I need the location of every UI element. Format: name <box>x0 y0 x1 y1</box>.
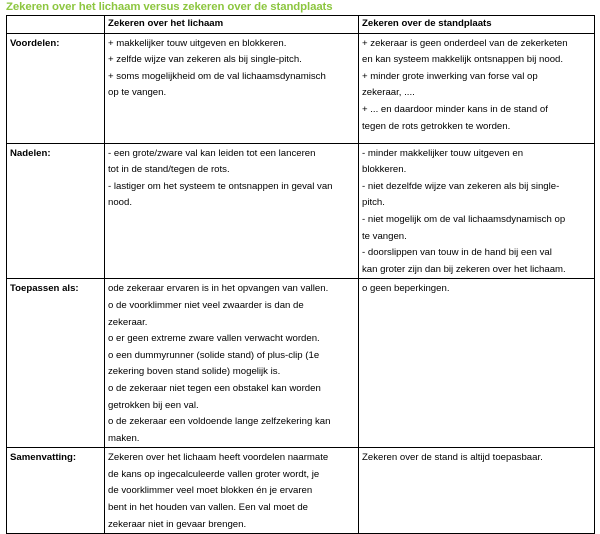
text-line: maken. <box>108 432 140 444</box>
text-line: getrokken bij een val. <box>108 399 199 411</box>
text-line: tegen de rots getrokken te worden. <box>362 120 511 132</box>
text-line: - niet mogelijk om de val lichaamsdynamisch op <box>362 213 566 225</box>
row-samenvatting <box>7 448 595 534</box>
cell-samenvatting-stand <box>359 448 595 534</box>
text-line: op te vangen. <box>108 87 167 99</box>
text-line: tot in de stand/tegen de rots. <box>108 164 230 176</box>
text-line: + makkelijker touw uitgeven en blokkeren. <box>108 37 287 49</box>
text-line: Zekeren over de stand is altijd toepasbaar. <box>362 452 543 464</box>
text-line: - minder makkelijker touw uitgeven en <box>362 147 524 159</box>
cell-voordelen-stand <box>359 33 595 143</box>
cell-nadelen-body <box>105 143 359 279</box>
text-line: o een dummyrunner (solide stand) of plus-clip (1e <box>108 349 320 361</box>
text-line: + minder grote inwerking van forse val op <box>362 70 538 82</box>
text-line: - niet dezelfde wijze van zekeren als bij single- <box>362 180 560 192</box>
text-line: + zekeraar is geen onderdeel van de zekerketen <box>362 37 568 49</box>
cell-samenvatting-body <box>105 448 359 534</box>
cell-nadelen-stand <box>359 143 595 279</box>
row-label-toepassen: Toepassen als: <box>7 279 105 448</box>
cell-voordelen-body <box>105 33 359 143</box>
text-line: o de voorklimmer niet veel zwaarder is dan de <box>108 299 304 311</box>
text-line: + soms mogelijkheid om de val lichaamsdynamisch <box>108 70 326 82</box>
comparison-table <box>6 15 595 534</box>
text-line: zekeraar. <box>108 316 148 328</box>
row-label-samenvatting: Samenvatting: <box>7 448 105 534</box>
header-empty-cell <box>7 16 105 34</box>
text-line: + ... en daardoor minder kans in de stand of <box>362 103 548 115</box>
text-line: + zelfde wijze van zekeren als bij single-pitch. <box>108 54 302 66</box>
text-line: - doorslippen van touw in de hand bij een val <box>362 247 552 259</box>
header-row <box>7 16 595 34</box>
document-title: Zekeren over het lichaam versus zekeren over de standplaats <box>6 1 333 13</box>
text-line: bent in het houden van vallen. Een val moet de <box>108 502 309 514</box>
row-voordelen <box>7 33 595 143</box>
text-line: o de zekeraar een voldoende lange zelfzekering kan <box>108 416 331 428</box>
text-line: en kan systeem makkelijk ontsnappen bij nood. <box>362 54 564 66</box>
text-line: blokkeren. <box>362 164 407 176</box>
text-line: pitch. <box>362 197 385 209</box>
text-line: de voorklimmer veel moet blokken én je ervaren <box>108 485 313 497</box>
text-line: o geen beperkingen. <box>362 283 450 295</box>
row-label-voordelen: Voordelen: <box>7 33 105 143</box>
header-anchor-belay: Zekeren over de standplaats <box>359 16 595 34</box>
text-line: nood. <box>108 197 133 209</box>
cell-toepassen-body <box>105 279 359 448</box>
text-line: de kans op ingecalculeerde vallen groter wordt, je <box>108 468 320 480</box>
text-line: o de zekeraar niet tegen een obstakel kan worden <box>108 382 321 394</box>
text-line: o er geen extreme zware vallen verwacht worden. <box>108 333 320 345</box>
header-body-belay: Zekeren over het lichaam <box>105 16 359 34</box>
text-line: te vangen. <box>362 230 407 242</box>
row-toepassen <box>7 279 595 448</box>
text-line: Zekeren over het lichaam heeft voordelen naarmate <box>108 452 329 464</box>
row-label-nadelen: Nadelen: <box>7 143 105 279</box>
cell-toepassen-stand <box>359 279 595 448</box>
text-line: kan groter zijn dan bij zekeren over het lichaam. <box>362 263 566 275</box>
text-line: zekeraar, .... <box>362 87 415 99</box>
text-line: ode zekeraar ervaren is in het opvangen van vallen. <box>108 283 329 295</box>
row-nadelen <box>7 143 595 279</box>
text-line: - een grote/zware val kan leiden tot een lanceren <box>108 147 316 159</box>
text-line: zekeraar niet in gevaar brengen. <box>108 518 247 530</box>
text-line: - lastiger om het systeem te ontsnappen in geval van <box>108 180 333 192</box>
text-line: zekering boven stand solide) mogelijk is. <box>108 366 281 378</box>
